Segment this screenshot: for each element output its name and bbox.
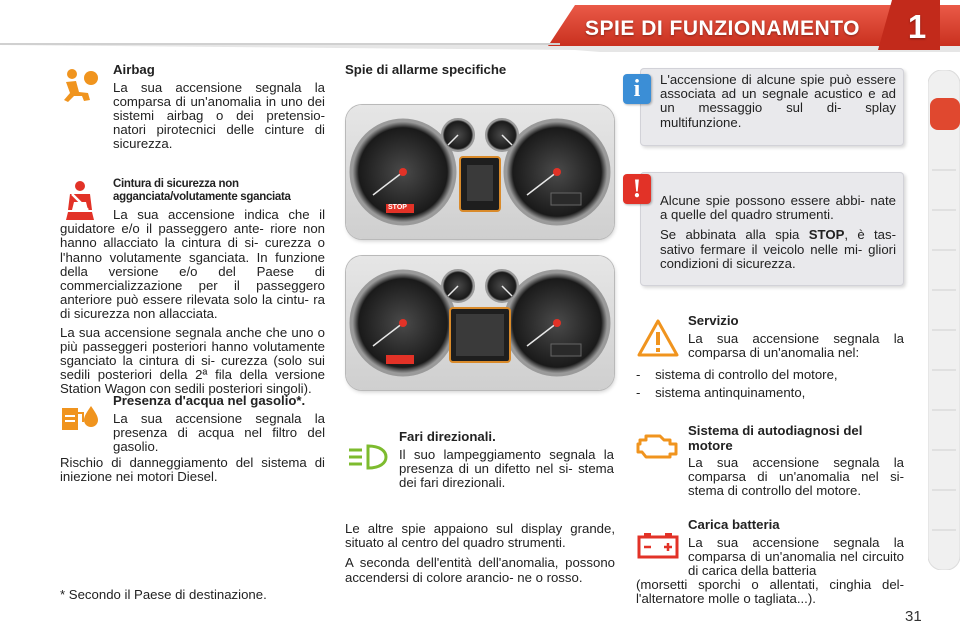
footnote: * Secondo il Paese di destinazione. bbox=[60, 587, 267, 602]
headlights-title: Fari direzionali. bbox=[399, 429, 496, 444]
info-box bbox=[640, 68, 904, 146]
service-text: La sua accensione segnala la comparsa di un'anomalia nel: bbox=[688, 330, 904, 360]
airbag-text: La sua accensione segnala la comparsa di un'anomalia in uno dei sistemi airbag o dei pretensio- natori pirotecnici delle cinture di sicurezza. bbox=[113, 79, 325, 152]
service-list-item: - sistema antinquinamento, bbox=[636, 385, 806, 401]
page-number: 31 bbox=[905, 608, 922, 625]
display-note: Le altre spie appaiono sul display grande, situato al centro del quadro strumenti. bbox=[345, 521, 615, 551]
battery-text-2: (morsetti sporchi o allentati, cinghia del- l'alternatore molle o tagliata...). bbox=[636, 577, 904, 607]
chapter-number: 1 bbox=[907, 8, 927, 45]
service-list-item: - sistema di controllo del motore, bbox=[636, 367, 838, 382]
seatbelt-para-2: La sua accensione segnala anche che uno o più passeggeri posteriori hanno volutamente sganciato la cintura di si- curezza (solo sui sedili posteriori della 2ª fila della versione Station Wagon con sedili posteriori singoli). bbox=[60, 324, 325, 397]
warning-box-text-2: Se abbinata alla spia STOP, è tas- sativo fermare il veicolo nelle mi- gliori condizioni di sicurezza. bbox=[660, 227, 897, 271]
engine-check-icon bbox=[634, 430, 680, 460]
water-text: La sua accensione segnala la presenza di acqua nel filtro del gasolio. bbox=[113, 410, 325, 454]
seatbelt-para-1: La sua accensione indica che il guidatore e/o il passeggero ante- riore non hanno allacciato la cintura di si- curezza o l'hanno volutamente sganciata. In funzione della versione e/o del Paese di commercializzazione per il passeggero anteriore può essere rilevata solo la cintu- ra di sicurezza non allacciata. bbox=[60, 207, 325, 322]
page-title: SPIE DI FUNZIONAMENTO bbox=[585, 17, 860, 40]
service-title: Servizio bbox=[688, 313, 739, 328]
service-warning-icon bbox=[636, 318, 680, 358]
instrument-cluster-1 bbox=[346, 105, 614, 239]
water-risk-text: Rischio di danneggiamento del sistema di iniezione nei motori Diesel. bbox=[60, 455, 325, 485]
info-icon: i bbox=[623, 74, 651, 104]
stop-warning-label: STOP bbox=[388, 204, 407, 211]
airbag-icon bbox=[60, 66, 102, 106]
airbag-title: Airbag bbox=[113, 62, 155, 77]
water-title: Presenza d'acqua nel gasolio*. bbox=[113, 393, 306, 408]
instrument-cluster-2 bbox=[346, 256, 614, 390]
headlights-text: Il suo lampeggiamento segnala la presenza di un difetto nel si- stema dei fari direzionali. bbox=[399, 446, 614, 490]
info-box-text: L'accensione di alcune spie può essere associata ad un segnale acustico e ad un messaggio sul di- splay multifunzione. bbox=[660, 72, 896, 130]
seatbelt-title-1: Cintura di sicurezza non bbox=[113, 178, 239, 190]
headlights-icon bbox=[346, 442, 390, 472]
severity-note: A seconda dell'entità dell'anomalia, possono accendersi di colore arancio- ne o rosso. bbox=[345, 555, 615, 585]
section-title: Spie di allarme specifiche bbox=[345, 62, 507, 77]
battery-text: La sua accensione segnala la comparsa di un'anomalia nel circuito di carica della batteria bbox=[688, 534, 904, 578]
warning-icon: ! bbox=[623, 174, 651, 204]
seatbelt-title-2: agganciata/volutamente sganciata bbox=[113, 191, 291, 203]
warning-box bbox=[640, 172, 904, 286]
warning-box-text-1: Alcune spie possono essere abbi- nate a quelle del quadro strumenti. bbox=[660, 193, 896, 223]
diagnosis-text: La sua accensione segnala la comparsa di un'anomalia nel si- stema di controllo del motore. bbox=[688, 455, 904, 499]
diagnosis-title: Sistema di autodiagnosi del motore bbox=[688, 423, 863, 453]
battery-title: Carica batteria bbox=[688, 517, 780, 532]
chapter-tabs bbox=[928, 70, 960, 570]
